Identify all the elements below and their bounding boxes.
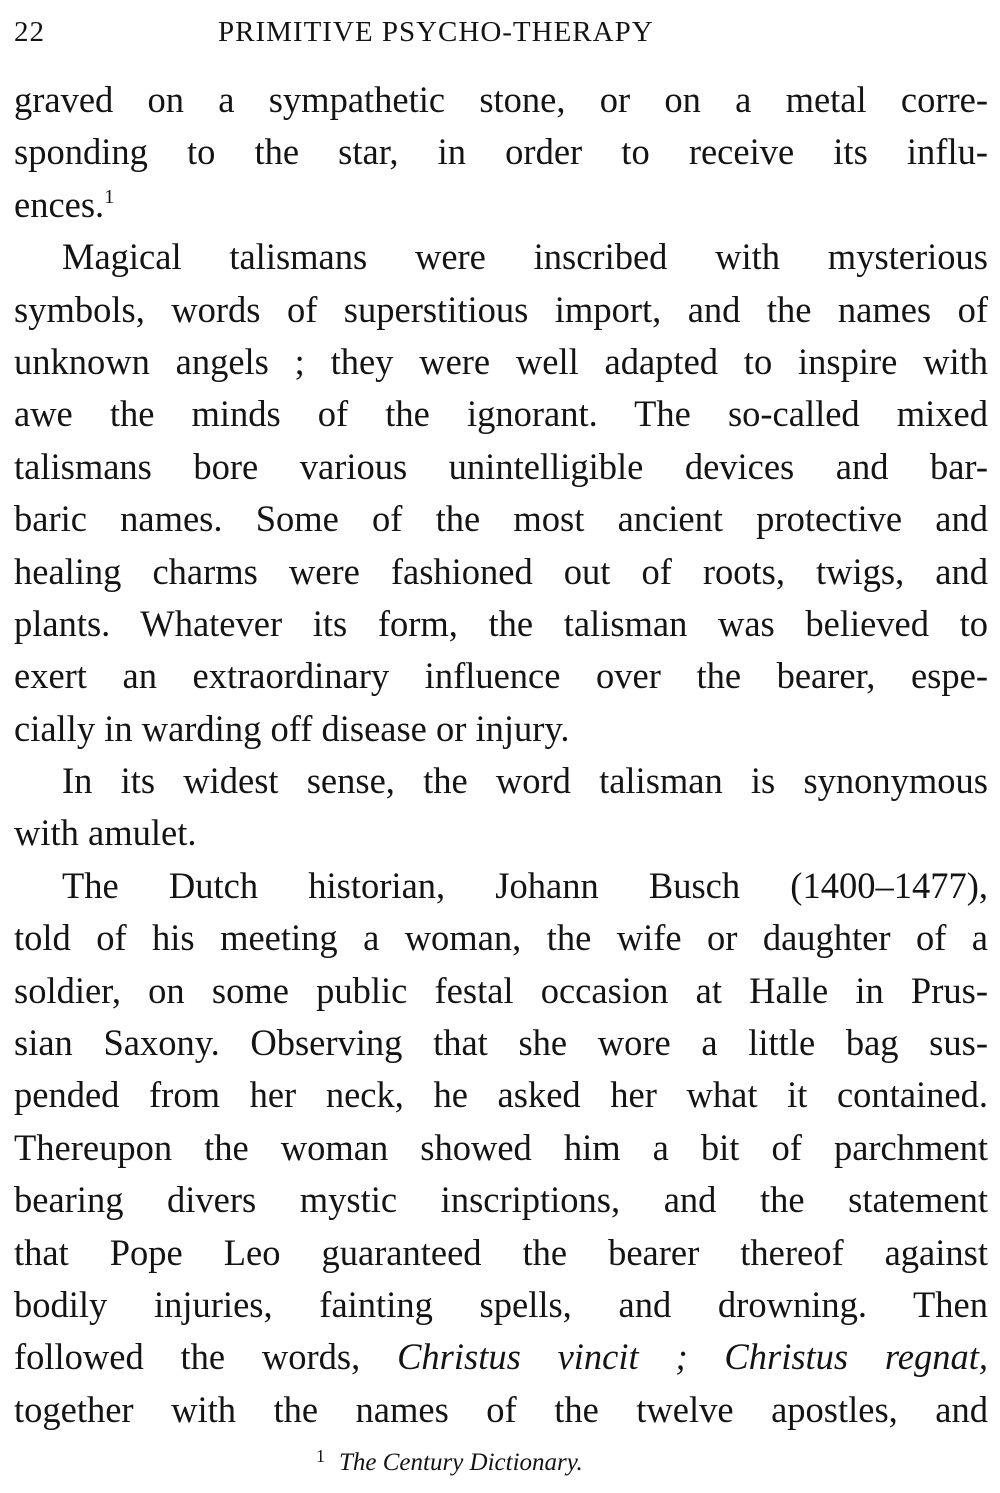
text-line: exert an extraordinary influence over the bearer, espe-	[14, 655, 988, 697]
latin-quotation: Christus vincit ; Christus regnat,	[397, 1336, 988, 1378]
running-title: PRIMITIVE PSYCHO-THERAPY	[218, 16, 654, 48]
footnote-marker: 1	[316, 1446, 325, 1466]
text-line: sponding to the star, in order to receive its influ-	[14, 131, 988, 173]
text-line: cially in warding off disease or injury.	[14, 707, 570, 749]
footnote-text: The Century Dictionary.	[339, 1449, 583, 1476]
paragraph-first-line: Magical talismans were inscribed with mysterious	[62, 236, 988, 278]
text-span: followed the words,	[14, 1336, 398, 1378]
text-line: Thereupon the woman showed him a bit of parchment	[14, 1126, 988, 1168]
text-line: pended from her neck, he asked her what it contained.	[14, 1074, 988, 1116]
text-line: soldier, on some public festal occasion at Halle in Prus-	[14, 969, 988, 1011]
paragraph-first-line: In its widest sense, the word talisman is synonymous	[62, 760, 988, 802]
text-line: talismans bore various unintelligible devices and bar-	[14, 445, 988, 487]
text-line: healing charms were fashioned out of roots, twigs, and	[14, 550, 988, 592]
text-line: bodily injuries, fainting spells, and drowning. Then	[14, 1283, 988, 1325]
text-line: bearing divers mystic inscriptions, and the statement	[14, 1179, 988, 1221]
text-line: that Pope Leo guaranteed the bearer thereof against	[14, 1231, 988, 1273]
paragraph-first-line: The Dutch historian, Johann Busch (1400–1477),	[62, 864, 988, 906]
text-line: told of his meeting a woman, the wife or daughter of a	[14, 917, 988, 959]
book-page	[14, 12, 988, 1430]
running-head	[14, 12, 988, 54]
text-line: graved on a sympathetic stone, or on a metal corre-	[14, 79, 988, 120]
text-line	[14, 179, 988, 231]
footnote-reference: 1	[104, 185, 115, 208]
text-line: sian Saxony. Observing that she wore a little bag sus-	[14, 1022, 988, 1064]
text-line: together with the names of the twelve apostles, and	[14, 1388, 988, 1430]
text-line: with amulet.	[14, 812, 197, 854]
body-text	[14, 74, 988, 1436]
text-line: awe the minds of the ignorant. The so-called mixed	[14, 393, 988, 435]
page-number: 22	[14, 16, 45, 48]
footnote	[316, 1446, 583, 1477]
text-line	[14, 1331, 988, 1383]
text-line: plants. Whatever its form, the talisman was believed to	[14, 602, 988, 644]
text-line: unknown angels ; they were well adapted to inspire with	[14, 340, 988, 382]
text-span: ences.	[14, 183, 105, 225]
text-line: symbols, words of superstitious import, and the names of	[14, 288, 988, 330]
text-line: baric names. Some of the most ancient protective and	[14, 498, 988, 540]
